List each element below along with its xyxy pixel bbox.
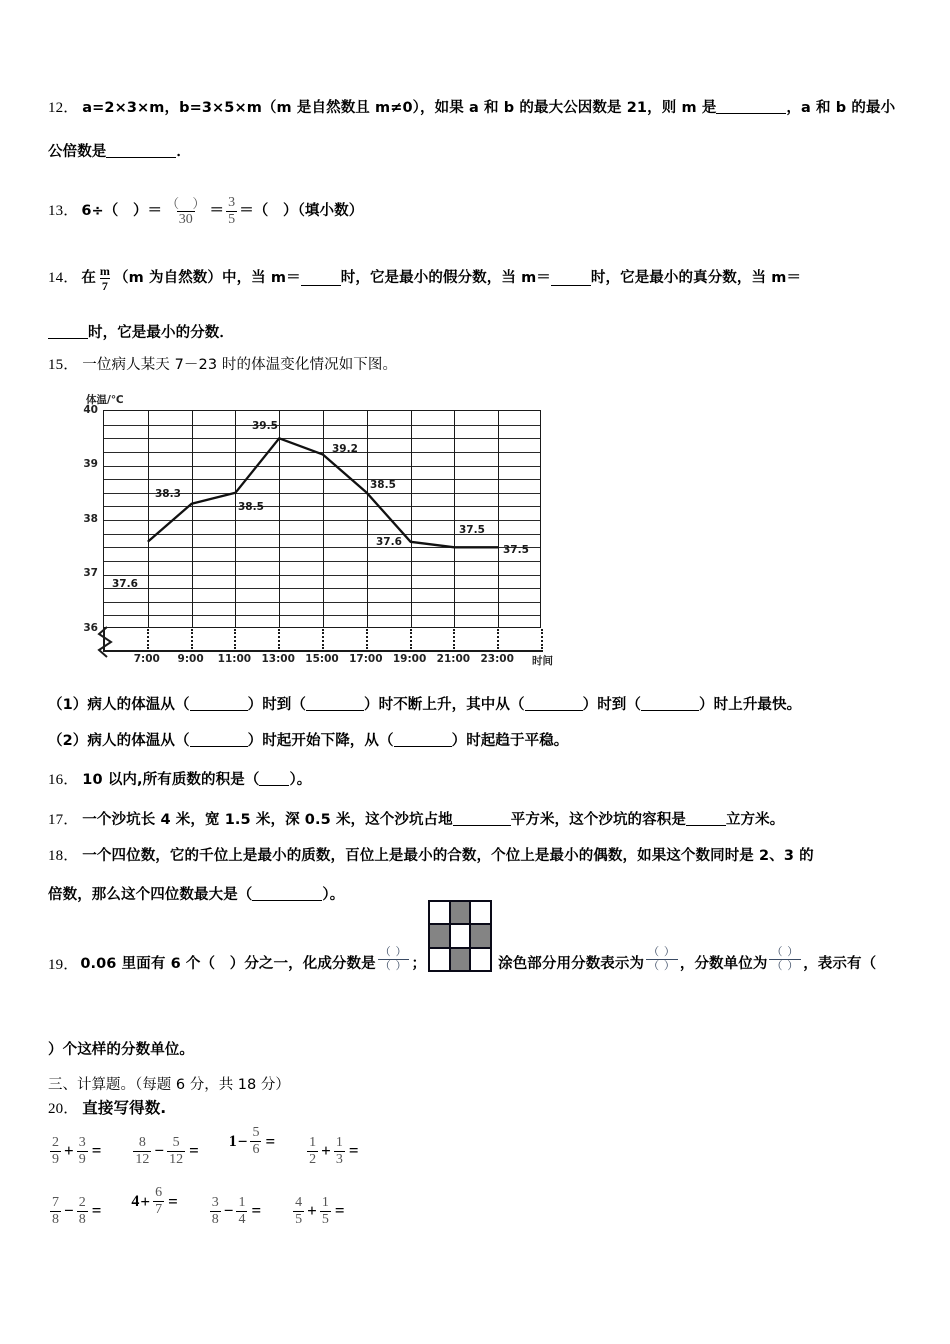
expr-1 (48, 1136, 101, 1167)
question-16 (48, 770, 311, 791)
expr-7 (208, 1196, 261, 1227)
chart-point-label: 37.5 (459, 524, 485, 536)
chart-x-axis (103, 650, 543, 652)
fraction-denominator[interactable]: （ ） (771, 960, 800, 972)
fraction-numerator[interactable]: （ ） (771, 946, 800, 958)
whole-number: 1 (228, 1132, 237, 1150)
fraction-numerator: 6 (155, 1185, 163, 1200)
operator: − (154, 1141, 165, 1160)
chart-data-line (104, 411, 542, 629)
q17-text-c: 立方米。 (725, 812, 785, 828)
answer-blank[interactable] (48, 325, 88, 339)
equals-sign: = (168, 1191, 178, 1211)
chart-ytick-39: 39 (83, 458, 98, 470)
q16-text-a: 10 以内,所有质数的积是（ (82, 772, 260, 788)
fraction-numerator: （ ） (166, 195, 206, 211)
operator: + (140, 1191, 151, 1211)
fraction-numerator: 1 (238, 1194, 246, 1210)
fraction-denominator: 6 (252, 1142, 260, 1157)
chart-x-axis-label: 时间 (532, 655, 553, 667)
chart-xtick-label: 19:00 (392, 653, 427, 665)
operator: + (64, 1141, 74, 1160)
operator: − (64, 1201, 74, 1220)
expr-6 (131, 1186, 177, 1217)
grid-cell-2-3-shaded (471, 925, 490, 946)
chart-xtick-label: 13:00 (261, 653, 295, 665)
question-19-line-2 (48, 1040, 194, 1061)
chart-xtick-mark (541, 629, 543, 649)
q20-text: 直接写得数. (82, 1099, 167, 1117)
chart-ytick-40: 40 (83, 404, 98, 416)
expr-3 (229, 1126, 275, 1157)
question-14-number: 14． (48, 270, 79, 287)
question-13-number: 13． (48, 203, 79, 220)
q19-seg-2: ； (411, 956, 427, 973)
chart-xtick-mark (278, 629, 280, 649)
chart-ytick-36: 36 (83, 622, 98, 634)
fraction-b (77, 1196, 88, 1227)
fraction-b (320, 1196, 331, 1227)
answer-blank[interactable] (394, 733, 452, 747)
answer-blank[interactable] (306, 697, 364, 711)
question-18-line-1 (48, 846, 814, 867)
question-12-line-2 (48, 142, 191, 163)
chart-point-label: 37.6 (376, 536, 402, 548)
answer-blank[interactable] (453, 812, 511, 826)
operator: + (321, 1141, 331, 1160)
question-12-number: 12． (48, 100, 79, 116)
fraction-a (50, 1196, 61, 1227)
fraction-a (293, 1196, 304, 1227)
fraction-numerator[interactable]: （ ） (379, 946, 408, 958)
q19-seg-1: 0.06 里面有 6 个（ ）分之一，化成分数是 (80, 956, 376, 973)
question-15-number: 15． (48, 357, 79, 373)
q18-line2-a: 倍数，那么这个四位数最大是（ (48, 887, 253, 903)
fraction-denominator: 12 (169, 1151, 184, 1167)
question-20-number: 20． (48, 1101, 79, 1117)
fraction-numerator: 3 (211, 1194, 219, 1210)
equals-sign: = (348, 1141, 359, 1160)
q15-sub2-a: （2）病人的体温从（ (48, 733, 190, 749)
fraction-denominator: 9 (78, 1151, 86, 1167)
fraction-b (167, 1136, 185, 1167)
equals-sign: = (189, 1141, 199, 1160)
fraction-b (236, 1196, 247, 1227)
q15-sub1-c: ）时不断上升，其中从（ (364, 697, 525, 713)
chart-xtick-label: 11:00 (217, 653, 252, 665)
fraction-denominator: 5 (295, 1211, 303, 1227)
fraction-numerator: 1 (321, 1194, 329, 1210)
fraction-denominator: 5 (228, 212, 236, 227)
answer-blank[interactable] (259, 772, 289, 786)
question-19-number: 19． (48, 956, 79, 973)
question-16-number: 16． (48, 772, 79, 788)
chart-point-label: 38.5 (370, 479, 396, 491)
fraction-numerator: 1 (309, 1134, 317, 1150)
fraction-b (250, 1126, 261, 1157)
chart-xtick-label: 17:00 (349, 653, 383, 665)
chart-point-label: 37.5 (503, 544, 529, 556)
fraction-a (210, 1196, 221, 1227)
section-three-title: 三、计算题。（每题 6 分，共 18 分） (48, 1077, 290, 1093)
fraction-denominator: 8 (211, 1211, 219, 1227)
q15-sub1-d: ）时到（ (582, 697, 642, 713)
fraction-denominator: 4 (238, 1211, 246, 1227)
temperature-line-chart (70, 392, 570, 670)
question-15-stem (48, 355, 397, 376)
grid-cell-1-3 (471, 902, 490, 923)
fraction-numerator: 3 (228, 195, 236, 210)
chart-xtick-label: 15:00 (305, 653, 339, 665)
question-14-seg-3: 时，它是最小的真分数，当 m＝ (590, 269, 802, 286)
chart-xtick-mark (234, 629, 236, 649)
equals-sign: = (91, 1201, 102, 1220)
answer-blank[interactable] (551, 272, 591, 286)
question-19-line-1 (48, 947, 876, 975)
fraction-denominator: 8 (52, 1211, 59, 1227)
q15-sub1-b: ）时到（ (247, 697, 306, 713)
arithmetic-row-2 (48, 1186, 371, 1227)
answer-blank[interactable] (641, 697, 699, 711)
answer-blank[interactable] (686, 812, 726, 826)
fraction-m-over-7 (98, 265, 112, 292)
fraction-denominator: 2 (309, 1151, 317, 1167)
question-12-text-d: ． (176, 144, 192, 160)
answer-blank[interactable] (525, 697, 583, 711)
equals-sign: = (265, 1131, 276, 1151)
grid-cell-1-1 (430, 902, 449, 923)
fraction-denominator: 7 (155, 1202, 163, 1217)
chart-ytick-38: 38 (83, 513, 98, 525)
fraction-denominator: 30 (178, 211, 193, 227)
question-12-text-c: 公倍数是 (48, 144, 107, 160)
question-18-number: 18． (48, 848, 79, 864)
operator: − (223, 1201, 234, 1220)
axis-break-icon (96, 626, 118, 658)
answer-blank[interactable] (301, 272, 341, 286)
grid-cell-1-2-shaded (451, 902, 470, 923)
fraction-blank-1 (378, 947, 410, 972)
fraction-numerator: 1 (335, 1134, 343, 1150)
chart-point-label: 39.5 (252, 420, 278, 432)
q15-sub1-e: ）时上升最快。 (699, 697, 802, 713)
question-15-sub-2 (48, 731, 568, 752)
fraction-numerator: 2 (52, 1134, 59, 1150)
grid-cell-2-1-shaded (430, 925, 449, 946)
question-14-line-2 (48, 323, 234, 344)
fraction-denominator: 3 (335, 1151, 343, 1167)
expr-8 (291, 1196, 344, 1227)
equals-sign: = (334, 1201, 345, 1220)
q15-sub1-a: （1）病人的体温从（ (48, 697, 190, 713)
fraction-denominator: 8 (78, 1211, 86, 1227)
question-14-seg-2: 时，它是最小的假分数，当 m＝ (340, 269, 551, 286)
fraction-denominator[interactable]: （ ） (379, 960, 408, 972)
fraction-numerator: 4 (295, 1194, 303, 1210)
question-12-line-1 (48, 98, 895, 119)
operator: − (237, 1131, 248, 1151)
answer-blank[interactable] (252, 887, 322, 901)
fraction-denominator: 5 (321, 1211, 329, 1227)
question-15-sub-1 (48, 695, 801, 716)
chart-ytick-37: 37 (83, 567, 98, 579)
question-13-tail: ＝（ ）（填小数） (239, 202, 364, 219)
fraction-a (50, 1136, 61, 1167)
fraction-b (77, 1136, 88, 1167)
answer-blank[interactable] (190, 697, 248, 711)
question-14-prefix: 在 (81, 269, 96, 286)
answer-blank[interactable] (106, 144, 176, 158)
arithmetic-row-1 (48, 1126, 385, 1167)
chart-xtick-label: 7:00 (133, 653, 160, 665)
expr-5 (48, 1196, 101, 1227)
fraction-blank-3 (769, 947, 801, 972)
chart-plot-area (103, 410, 541, 628)
expr-2 (131, 1136, 198, 1167)
q15-sub2-b: ）时起开始下降，从（ (247, 733, 394, 749)
question-15-text: 一位病人某天 7－23 时的体温变化情况如下图。 (82, 357, 398, 373)
fraction-numerator: 5 (252, 1125, 260, 1140)
expr-4 (305, 1136, 358, 1167)
question-18-line-2 (48, 885, 344, 906)
chart-xtick-mark (453, 629, 455, 649)
fraction-numerator: 7 (52, 1194, 59, 1210)
chart-xtick-label: 21:00 (436, 653, 471, 665)
question-13-prefix: 6÷（ ）＝ (81, 202, 163, 219)
question-17-number: 17． (48, 812, 79, 828)
chart-xtick-mark (191, 629, 193, 649)
fraction-numerator: m (99, 264, 111, 278)
chart-xtick-mark (410, 629, 412, 649)
chart-point-label: 39.2 (332, 443, 358, 455)
q19-seg-4: ，分数单位为 (679, 956, 768, 973)
fraction-numerator: 2 (78, 1194, 86, 1210)
chart-point-label: 37.6 (112, 578, 138, 590)
chart-xtick-mark (147, 629, 149, 649)
fraction-denominator: 12 (135, 1151, 150, 1167)
chart-xtick-mark (322, 629, 324, 649)
question-14-seg-4: 时，它是最小的分数． (88, 325, 234, 341)
chart-xtick-mark (497, 629, 499, 649)
question-12-text-a: a=2×3×m，b=3×5×m（m 是自然数且 m≠0），如果 a 和 b 的最大公因数是 21，则 m 是 (82, 100, 717, 116)
operator: + (307, 1201, 317, 1220)
question-12-text-b: ，a 和 b 的最小 (786, 100, 896, 116)
fraction-numerator: 3 (78, 1134, 86, 1150)
chart-point-label: 38.3 (155, 488, 181, 500)
q17-text-b: 平方米，这个沙坑的容积是 (510, 812, 686, 828)
question-13-equals-1: ＝ (209, 202, 225, 219)
equals-sign: = (91, 1141, 102, 1160)
chart-xtick-label: 9:00 (177, 653, 204, 665)
question-20 (48, 1098, 166, 1120)
fraction-denominator: 7 (101, 279, 109, 293)
fraction-a (307, 1136, 318, 1167)
fraction-a (133, 1136, 151, 1167)
q18-line2-b: ）。 (322, 887, 345, 903)
question-14-line-1 (48, 265, 801, 292)
answer-blank[interactable] (190, 733, 248, 747)
chart-xtick-mark (366, 629, 368, 649)
fraction-blank-2 (646, 947, 678, 972)
whole-number: 4 (131, 1192, 140, 1210)
fraction-b (334, 1136, 345, 1167)
chart-point-label: 38.5 (238, 501, 264, 513)
q18-line1: 一个四位数，它的千位上是最小的质数，百位上是最小的合数，个位上是最小的偶数，如果这个数同时是 2、3 的 (82, 848, 814, 864)
equals-sign: = (251, 1201, 262, 1220)
grid-cell-2-2 (451, 925, 470, 946)
fraction-numerator: 8 (138, 1134, 146, 1150)
fraction-denominator[interactable]: （ ） (648, 960, 676, 972)
q15-sub2-c: ）时起趋于平稳。 (451, 733, 569, 749)
fraction-3-over-5 (226, 196, 237, 227)
q17-text-a: 一个沙坑长 4 米，宽 1.5 米，深 0.5 米，这个沙坑占地 (82, 812, 453, 828)
q19-seg-6: ）个这样的分数单位。 (48, 1042, 194, 1058)
chart-xtick-label: 23:00 (480, 653, 514, 665)
q19-seg-5: ，表示有（ (803, 956, 877, 973)
question-14-seg-1: （m 为自然数）中，当 m＝ (114, 269, 301, 286)
answer-blank[interactable] (716, 100, 786, 114)
fraction-b (153, 1186, 164, 1217)
fraction-denominator: 9 (52, 1151, 59, 1167)
fraction-numerator: 5 (172, 1134, 180, 1150)
question-17 (48, 810, 784, 831)
q19-seg-3: 涂色部分用分数表示为 (498, 956, 645, 973)
chart-y-axis-label: 体温/℃ (86, 394, 124, 406)
fraction-unknown-over-30 (164, 197, 207, 227)
fraction-numerator[interactable]: （ ） (648, 946, 676, 958)
question-13 (48, 196, 363, 227)
q16-text-b: ）。 (289, 772, 312, 788)
